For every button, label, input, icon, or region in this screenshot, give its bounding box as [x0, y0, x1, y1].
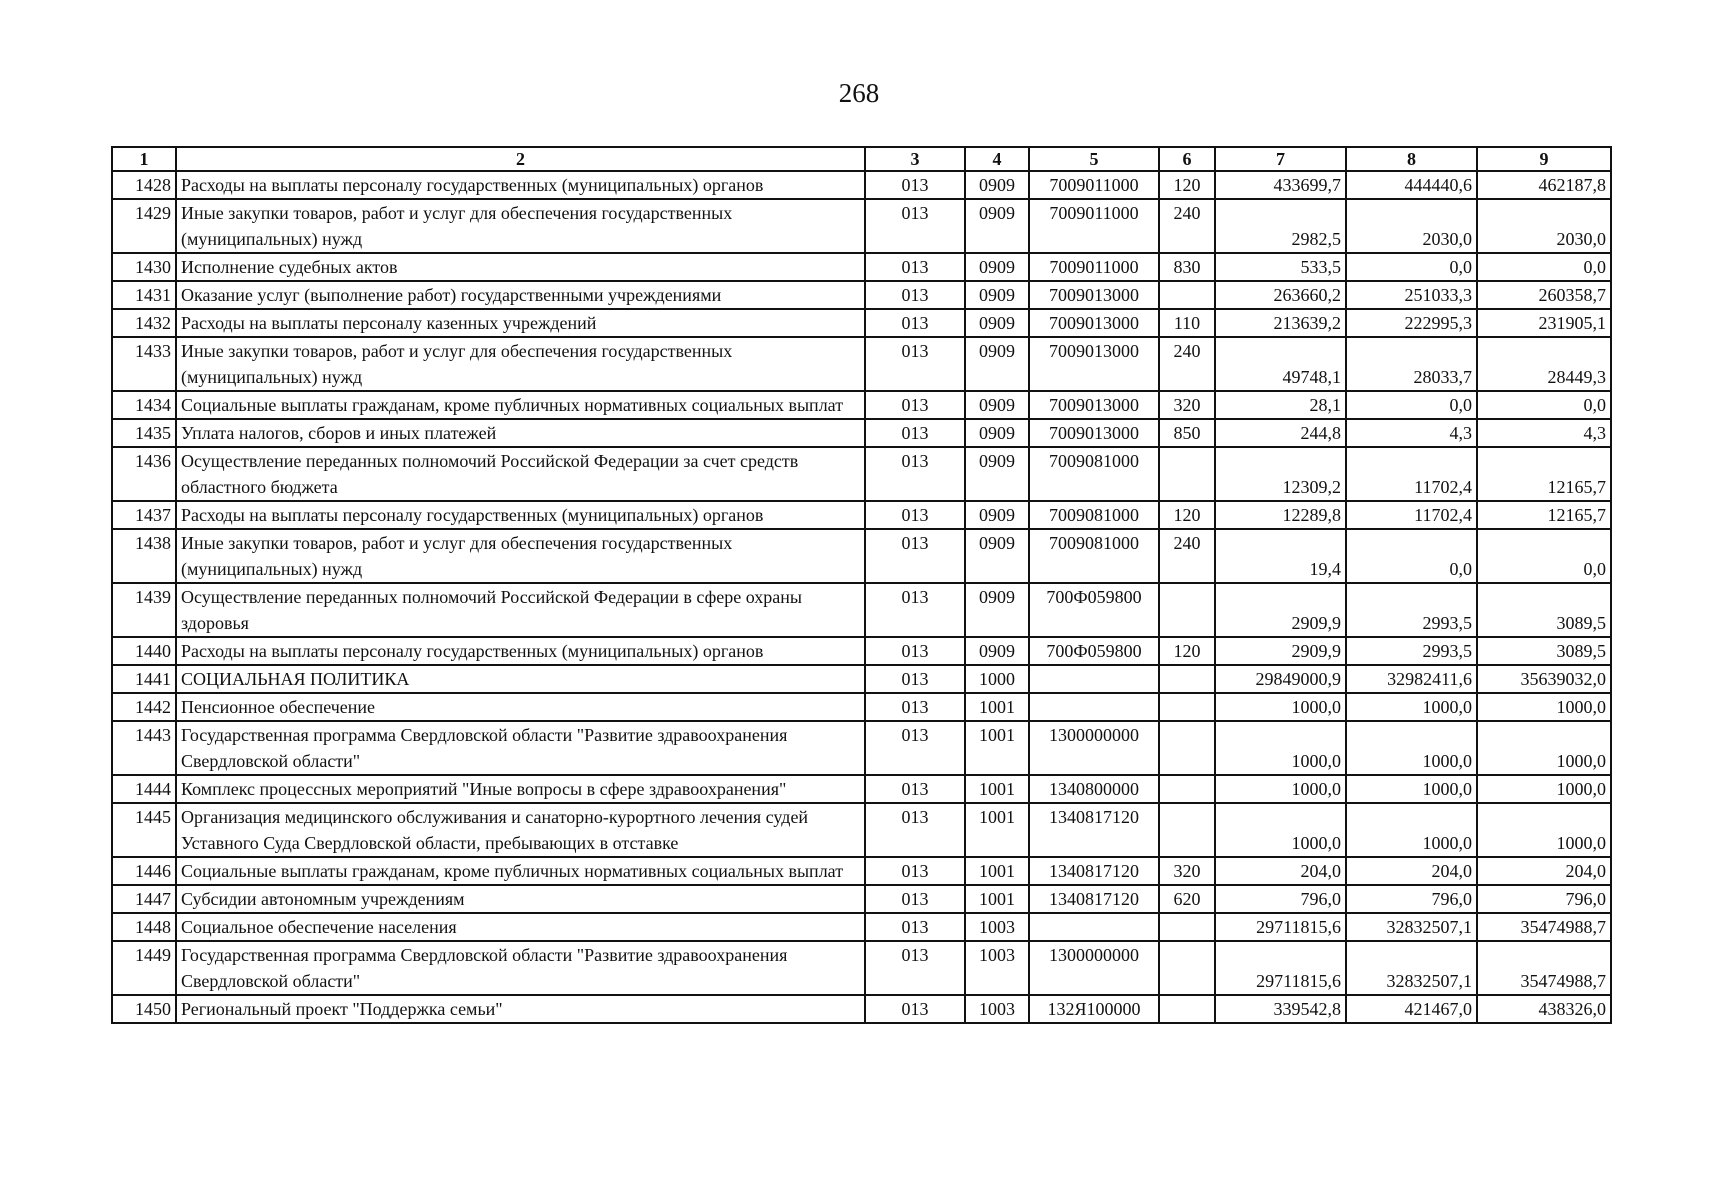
- row-section-code: 0909: [965, 583, 1029, 637]
- row-section-code: 1001: [965, 721, 1029, 775]
- row-target-article: 7009081000: [1029, 501, 1159, 529]
- row-ministry-code: 013: [865, 391, 965, 419]
- row-description: Иные закупки товаров, работ и услуг для обеспечения государственных (муниципальных) нужд: [176, 337, 865, 391]
- row-description: Иные закупки товаров, работ и услуг для обеспечения государственных (муниципальных) нужд: [176, 529, 865, 583]
- table-row: [112, 281, 1611, 309]
- row-target-article: 7009013000: [1029, 337, 1159, 391]
- row-ministry-code: 013: [865, 529, 965, 583]
- row-target-article: [1029, 693, 1159, 721]
- row-section-code: 0909: [965, 281, 1029, 309]
- row-description: Субсидии автономным учреждениям: [176, 885, 865, 913]
- row-ministry-code: 013: [865, 501, 965, 529]
- row-number: 1431: [112, 281, 176, 309]
- row-target-article: 1340817120: [1029, 885, 1159, 913]
- row-expense-type: 240: [1159, 199, 1215, 253]
- table-row: [112, 199, 1611, 253]
- column-header: 1: [112, 147, 176, 171]
- row-ministry-code: 013: [865, 199, 965, 253]
- row-expense-type: 120: [1159, 637, 1215, 665]
- row-section-code: 1003: [965, 995, 1029, 1023]
- row-target-article: 1300000000: [1029, 941, 1159, 995]
- row-target-article: 132Я100000: [1029, 995, 1159, 1023]
- row-ministry-code: 013: [865, 721, 965, 775]
- row-expense-type: [1159, 447, 1215, 501]
- row-target-article: 700Ф059800: [1029, 637, 1159, 665]
- row-amount-col9: 1000,0: [1477, 803, 1611, 857]
- row-ministry-code: 013: [865, 775, 965, 803]
- row-amount-col7: 204,0: [1215, 857, 1346, 885]
- row-number: 1438: [112, 529, 176, 583]
- row-amount-col9: 462187,8: [1477, 171, 1611, 199]
- row-amount-col8: 1000,0: [1346, 775, 1477, 803]
- row-section-code: 1000: [965, 665, 1029, 693]
- row-amount-col9: 0,0: [1477, 253, 1611, 281]
- row-expense-type: [1159, 721, 1215, 775]
- row-amount-col9: 0,0: [1477, 529, 1611, 583]
- row-amount-col7: 29849000,9: [1215, 665, 1346, 693]
- row-section-code: 1001: [965, 885, 1029, 913]
- row-expense-type: 120: [1159, 501, 1215, 529]
- row-ministry-code: 013: [865, 941, 965, 995]
- row-amount-col8: 0,0: [1346, 529, 1477, 583]
- table-row: [112, 419, 1611, 447]
- row-description: Организация медицинского обслуживания и санаторно-курортного лечения судей Уставного Суда Свердловской области, пребывающих в отставке: [176, 803, 865, 857]
- table-row: [112, 995, 1611, 1023]
- row-target-article: 7009081000: [1029, 529, 1159, 583]
- row-description: Оказание услуг (выполнение работ) государственными учреждениями: [176, 281, 865, 309]
- row-target-article: [1029, 665, 1159, 693]
- row-description: Социальные выплаты гражданам, кроме публичных нормативных социальных выплат: [176, 857, 865, 885]
- row-ministry-code: 013: [865, 693, 965, 721]
- row-amount-col8: 32832507,1: [1346, 913, 1477, 941]
- table-row: [112, 583, 1611, 637]
- row-section-code: 1001: [965, 775, 1029, 803]
- row-ministry-code: 013: [865, 885, 965, 913]
- table-row: [112, 529, 1611, 583]
- column-header: 9: [1477, 147, 1611, 171]
- row-expense-type: [1159, 281, 1215, 309]
- row-section-code: 1001: [965, 857, 1029, 885]
- row-expense-type: [1159, 583, 1215, 637]
- table-row: [112, 775, 1611, 803]
- row-number: 1444: [112, 775, 176, 803]
- row-amount-col7: 213639,2: [1215, 309, 1346, 337]
- row-target-article: 7009013000: [1029, 391, 1159, 419]
- row-target-article: 1340817120: [1029, 857, 1159, 885]
- row-amount-col9: 1000,0: [1477, 775, 1611, 803]
- row-target-article: 7009013000: [1029, 309, 1159, 337]
- row-amount-col9: 12165,7: [1477, 447, 1611, 501]
- row-number: 1439: [112, 583, 176, 637]
- row-amount-col9: 204,0: [1477, 857, 1611, 885]
- row-amount-col8: 222995,3: [1346, 309, 1477, 337]
- table-row: [112, 721, 1611, 775]
- row-section-code: 0909: [965, 447, 1029, 501]
- table-row: [112, 391, 1611, 419]
- row-amount-col7: 433699,7: [1215, 171, 1346, 199]
- row-ministry-code: 013: [865, 583, 965, 637]
- row-description: СОЦИАЛЬНАЯ ПОЛИТИКА: [176, 665, 865, 693]
- column-header: 3: [865, 147, 965, 171]
- row-number: 1442: [112, 693, 176, 721]
- row-amount-col7: 2909,9: [1215, 583, 1346, 637]
- row-amount-col9: 35474988,7: [1477, 913, 1611, 941]
- row-target-article: [1029, 913, 1159, 941]
- row-amount-col8: 2030,0: [1346, 199, 1477, 253]
- row-number: 1436: [112, 447, 176, 501]
- row-description: Пенсионное обеспечение: [176, 693, 865, 721]
- row-description: Социальное обеспечение населения: [176, 913, 865, 941]
- row-section-code: 0909: [965, 391, 1029, 419]
- row-amount-col8: 1000,0: [1346, 693, 1477, 721]
- row-ministry-code: 013: [865, 337, 965, 391]
- row-expense-type: 830: [1159, 253, 1215, 281]
- row-description: Осуществление переданных полномочий Российской Федерации в сфере охраны здоровья: [176, 583, 865, 637]
- row-description: Государственная программа Свердловской области "Развитие здравоохранения Свердловской области": [176, 941, 865, 995]
- row-expense-type: [1159, 913, 1215, 941]
- row-expense-type: 620: [1159, 885, 1215, 913]
- row-target-article: 7009011000: [1029, 253, 1159, 281]
- row-expense-type: [1159, 803, 1215, 857]
- row-ministry-code: 013: [865, 419, 965, 447]
- row-description: Иные закупки товаров, работ и услуг для обеспечения государственных (муниципальных) нужд: [176, 199, 865, 253]
- row-ministry-code: 013: [865, 913, 965, 941]
- row-section-code: 0909: [965, 637, 1029, 665]
- row-amount-col8: 1000,0: [1346, 803, 1477, 857]
- row-section-code: 0909: [965, 199, 1029, 253]
- row-target-article: 1340800000: [1029, 775, 1159, 803]
- row-amount-col9: 12165,7: [1477, 501, 1611, 529]
- table-row: [112, 857, 1611, 885]
- row-description: Расходы на выплаты персоналу государственных (муниципальных) органов: [176, 637, 865, 665]
- row-ministry-code: 013: [865, 995, 965, 1023]
- row-target-article: 7009013000: [1029, 419, 1159, 447]
- row-amount-col7: 12289,8: [1215, 501, 1346, 529]
- row-ministry-code: 013: [865, 171, 965, 199]
- row-amount-col7: 533,5: [1215, 253, 1346, 281]
- row-expense-type: 320: [1159, 857, 1215, 885]
- row-amount-col9: 1000,0: [1477, 721, 1611, 775]
- row-amount-col7: 28,1: [1215, 391, 1346, 419]
- row-number: 1448: [112, 913, 176, 941]
- row-amount-col9: 796,0: [1477, 885, 1611, 913]
- row-ministry-code: 013: [865, 447, 965, 501]
- row-number: 1446: [112, 857, 176, 885]
- row-number: 1433: [112, 337, 176, 391]
- row-number: 1440: [112, 637, 176, 665]
- row-amount-col7: 2909,9: [1215, 637, 1346, 665]
- row-amount-col8: 11702,4: [1346, 501, 1477, 529]
- row-amount-col7: 49748,1: [1215, 337, 1346, 391]
- table-row: [112, 447, 1611, 501]
- column-header: 6: [1159, 147, 1215, 171]
- row-ministry-code: 013: [865, 857, 965, 885]
- table-row: [112, 501, 1611, 529]
- row-amount-col8: 32832507,1: [1346, 941, 1477, 995]
- row-amount-col9: 1000,0: [1477, 693, 1611, 721]
- row-amount-col7: 796,0: [1215, 885, 1346, 913]
- table-row: [112, 171, 1611, 199]
- row-expense-type: [1159, 665, 1215, 693]
- table-row: [112, 803, 1611, 857]
- row-amount-col8: 444440,6: [1346, 171, 1477, 199]
- row-number: 1449: [112, 941, 176, 995]
- row-amount-col9: 28449,3: [1477, 337, 1611, 391]
- row-amount-col7: 339542,8: [1215, 995, 1346, 1023]
- row-amount-col8: 0,0: [1346, 391, 1477, 419]
- row-amount-col9: 3089,5: [1477, 583, 1611, 637]
- row-amount-col7: 12309,2: [1215, 447, 1346, 501]
- row-section-code: 1001: [965, 693, 1029, 721]
- row-description: Комплекс процессных мероприятий "Иные вопросы в сфере здравоохранения": [176, 775, 865, 803]
- row-target-article: 1340817120: [1029, 803, 1159, 857]
- row-amount-col8: 2993,5: [1346, 637, 1477, 665]
- row-description: Расходы на выплаты персоналу государственных (муниципальных) органов: [176, 501, 865, 529]
- column-header: 2: [176, 147, 865, 171]
- row-amount-col7: 1000,0: [1215, 803, 1346, 857]
- row-target-article: 1300000000: [1029, 721, 1159, 775]
- page-number: 268: [838, 78, 880, 108]
- table-row: [112, 693, 1611, 721]
- row-amount-col9: 35639032,0: [1477, 665, 1611, 693]
- budget-table: [111, 146, 1612, 1024]
- row-expense-type: [1159, 941, 1215, 995]
- row-description: Расходы на выплаты персоналу казенных учреждений: [176, 309, 865, 337]
- row-amount-col9: 438326,0: [1477, 995, 1611, 1023]
- table-row: [112, 885, 1611, 913]
- row-number: 1432: [112, 309, 176, 337]
- row-amount-col9: 2030,0: [1477, 199, 1611, 253]
- table-row: [112, 665, 1611, 693]
- row-section-code: 0909: [965, 171, 1029, 199]
- row-amount-col8: 28033,7: [1346, 337, 1477, 391]
- table-row: [112, 913, 1611, 941]
- row-amount-col7: 1000,0: [1215, 721, 1346, 775]
- row-amount-col8: 421467,0: [1346, 995, 1477, 1023]
- row-section-code: 1003: [965, 913, 1029, 941]
- row-expense-type: 240: [1159, 337, 1215, 391]
- table-row: [112, 253, 1611, 281]
- row-ministry-code: 013: [865, 803, 965, 857]
- table-row: [112, 337, 1611, 391]
- row-amount-col8: 251033,3: [1346, 281, 1477, 309]
- row-amount-col9: 260358,7: [1477, 281, 1611, 309]
- table-row: [112, 309, 1611, 337]
- row-amount-col7: 263660,2: [1215, 281, 1346, 309]
- row-section-code: 0909: [965, 501, 1029, 529]
- row-amount-col8: 4,3: [1346, 419, 1477, 447]
- row-number: 1445: [112, 803, 176, 857]
- row-expense-type: 850: [1159, 419, 1215, 447]
- row-ministry-code: 013: [865, 253, 965, 281]
- row-section-code: 0909: [965, 309, 1029, 337]
- row-amount-col7: 2982,5: [1215, 199, 1346, 253]
- row-amount-col8: 796,0: [1346, 885, 1477, 913]
- row-ministry-code: 013: [865, 665, 965, 693]
- row-amount-col9: 35474988,7: [1477, 941, 1611, 995]
- table-row: [112, 637, 1611, 665]
- row-amount-col9: 4,3: [1477, 419, 1611, 447]
- row-ministry-code: 013: [865, 281, 965, 309]
- row-section-code: 0909: [965, 337, 1029, 391]
- row-number: 1435: [112, 419, 176, 447]
- row-expense-type: 240: [1159, 529, 1215, 583]
- row-expense-type: [1159, 995, 1215, 1023]
- row-amount-col8: 2993,5: [1346, 583, 1477, 637]
- column-header: 8: [1346, 147, 1477, 171]
- row-amount-col8: 204,0: [1346, 857, 1477, 885]
- row-amount-col8: 32982411,6: [1346, 665, 1477, 693]
- row-amount-col8: 0,0: [1346, 253, 1477, 281]
- row-number: 1429: [112, 199, 176, 253]
- column-header: 4: [965, 147, 1029, 171]
- column-header: 7: [1215, 147, 1346, 171]
- table-body: [112, 171, 1611, 1023]
- row-expense-type: [1159, 693, 1215, 721]
- row-number: 1441: [112, 665, 176, 693]
- row-amount-col8: 11702,4: [1346, 447, 1477, 501]
- row-section-code: 1001: [965, 803, 1029, 857]
- row-target-article: 7009011000: [1029, 199, 1159, 253]
- table-header-row: [112, 147, 1611, 171]
- row-section-code: 0909: [965, 253, 1029, 281]
- row-amount-col9: 3089,5: [1477, 637, 1611, 665]
- row-number: 1434: [112, 391, 176, 419]
- row-amount-col7: 1000,0: [1215, 693, 1346, 721]
- row-target-article: 7009081000: [1029, 447, 1159, 501]
- row-description: Осуществление переданных полномочий Российской Федерации за счет средств областного бюджета: [176, 447, 865, 501]
- table-row: [112, 941, 1611, 995]
- row-target-article: 700Ф059800: [1029, 583, 1159, 637]
- row-target-article: 7009011000: [1029, 171, 1159, 199]
- row-number: 1450: [112, 995, 176, 1023]
- row-amount-col7: 29711815,6: [1215, 913, 1346, 941]
- row-description: Расходы на выплаты персоналу государственных (муниципальных) органов: [176, 171, 865, 199]
- row-amount-col7: 244,8: [1215, 419, 1346, 447]
- row-amount-col7: 1000,0: [1215, 775, 1346, 803]
- row-target-article: 7009013000: [1029, 281, 1159, 309]
- row-ministry-code: 013: [865, 309, 965, 337]
- row-number: 1447: [112, 885, 176, 913]
- row-amount-col9: 0,0: [1477, 391, 1611, 419]
- row-ministry-code: 013: [865, 637, 965, 665]
- row-expense-type: 110: [1159, 309, 1215, 337]
- row-expense-type: 320: [1159, 391, 1215, 419]
- row-description: Региональный проект "Поддержка семьи": [176, 995, 865, 1023]
- column-header: 5: [1029, 147, 1159, 171]
- row-amount-col9: 231905,1: [1477, 309, 1611, 337]
- row-number: 1430: [112, 253, 176, 281]
- row-number: 1437: [112, 501, 176, 529]
- row-amount-col7: 19,4: [1215, 529, 1346, 583]
- row-description: Уплата налогов, сборов и иных платежей: [176, 419, 865, 447]
- row-description: Государственная программа Свердловской области "Развитие здравоохранения Свердловской области": [176, 721, 865, 775]
- row-amount-col8: 1000,0: [1346, 721, 1477, 775]
- row-expense-type: 120: [1159, 171, 1215, 199]
- row-number: 1443: [112, 721, 176, 775]
- row-amount-col7: 29711815,6: [1215, 941, 1346, 995]
- row-number: 1428: [112, 171, 176, 199]
- row-description: Исполнение судебных актов: [176, 253, 865, 281]
- row-section-code: 0909: [965, 419, 1029, 447]
- row-description: Социальные выплаты гражданам, кроме публичных нормативных социальных выплат: [176, 391, 865, 419]
- row-expense-type: [1159, 775, 1215, 803]
- row-section-code: 1003: [965, 941, 1029, 995]
- row-section-code: 0909: [965, 529, 1029, 583]
